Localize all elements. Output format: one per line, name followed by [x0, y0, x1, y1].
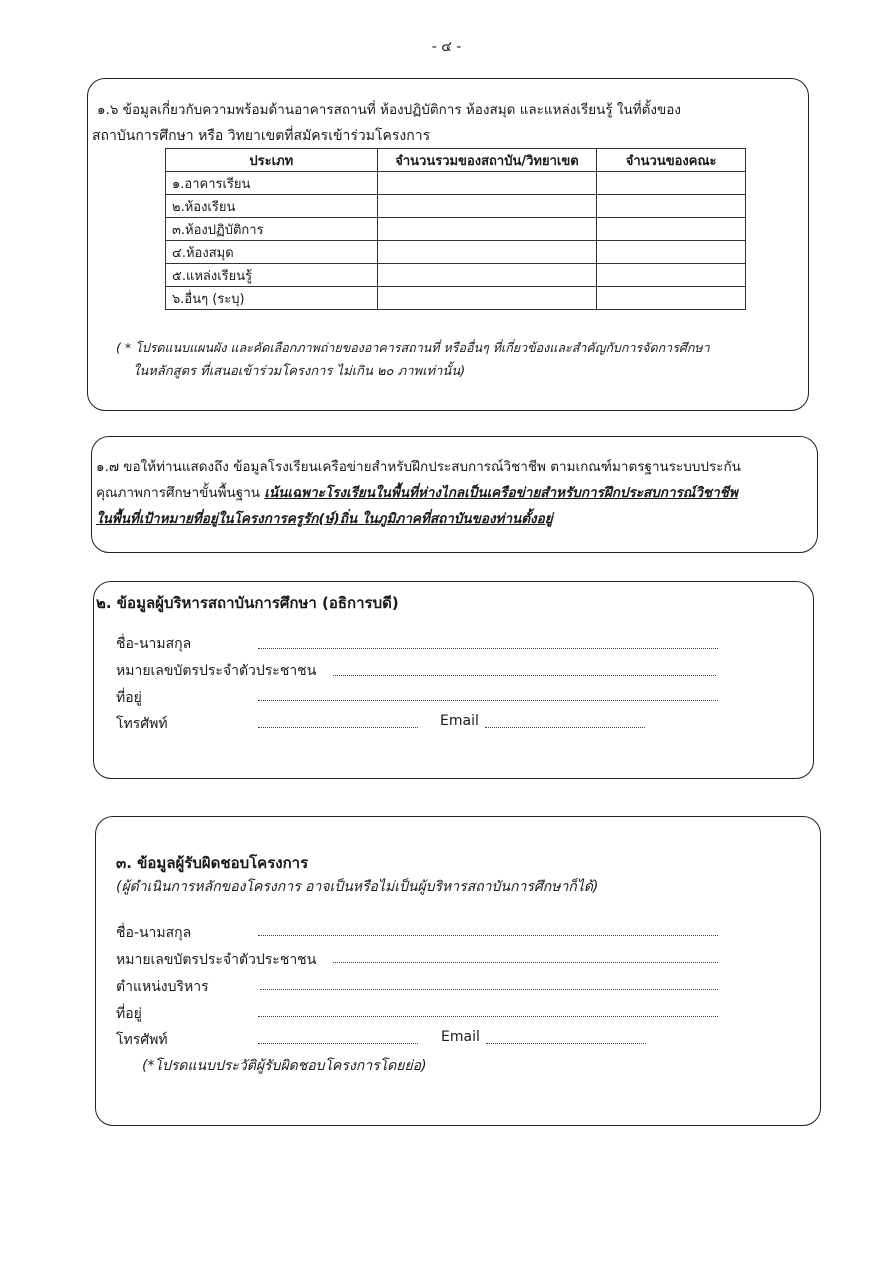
table-cell-total[interactable] [377, 241, 597, 264]
table-row-label: ๑.อาคารเรียน [166, 172, 378, 195]
director-name-field[interactable] [258, 648, 718, 649]
manager-phone-field[interactable] [258, 1043, 418, 1044]
section-2-title: ๒. ข้อมูลผู้บริหารสถาบันการศึกษา (อธิการบดี) [96, 594, 399, 612]
table-row-label: ๔.ห้องสมุด [166, 241, 378, 264]
facilities-table [165, 148, 746, 310]
director-address-label: ที่อยู่ [116, 690, 142, 706]
table-row [166, 241, 746, 264]
manager-id-label: หมายเลขบัตรประจำตัวประชาชน [116, 952, 317, 968]
table-row-label: ๕.แหล่งเรียนรู้ [166, 264, 378, 287]
section-3-subtitle: (ผู้ดำเนินการหลักของโครงการ อาจเป็นหรือไม่เป็นผู้บริหารสถาบันการศึกษาก็ได้) [116, 879, 599, 895]
table-header-row [166, 149, 746, 172]
table-cell-total[interactable] [377, 264, 597, 287]
table-cell-faculty[interactable] [597, 218, 746, 241]
section-1-6-note-line2: ในหลักสูตร ที่เสนอเข้าร่วมโครงการ ไม่เกิน ๒๐ ภาพเท่านั้น) [133, 364, 466, 379]
director-email-field[interactable] [485, 727, 645, 728]
table-row [166, 195, 746, 218]
table-header-total: จำนวนรวมของสถาบัน/วิทยาเขต [377, 149, 597, 172]
section-1-6-text-line1: ๑.๖ ข้อมูลเกี่ยวกับความพร้อมด้านอาคารสถานที่ ห้องปฏิบัติการ ห้องสมุด และแหล่งเรียนรู้ ในที่ตั้งของ [97, 102, 681, 118]
director-name-label: ชื่อ-นามสกุล [116, 636, 192, 652]
table-cell-faculty[interactable] [597, 195, 746, 218]
section-1-7-line3-emphasis: ในพื้นที่เป้าหมายที่อยู่ในโครงการครูรัก(ษ์)ถิ่น ในภูมิภาคที่สถาบันของท่านตั้งอยู่ [96, 511, 553, 527]
table-row [166, 287, 746, 310]
section-3-title: ๓. ข้อมูลผู้รับผิดชอบโครงการ [116, 854, 309, 872]
table-row [166, 264, 746, 287]
manager-position-field[interactable] [260, 989, 718, 990]
manager-id-field[interactable] [333, 962, 718, 963]
manager-position-label: ตำแหน่งบริหาร [116, 979, 209, 995]
table-cell-faculty[interactable] [597, 287, 746, 310]
section-1-6-text-line2: สถาบันการศึกษา หรือ วิทยาเขตที่สมัครเข้าร่วมโครงการ [92, 128, 431, 144]
table-row-label: ๓.ห้องปฏิบัติการ [166, 218, 378, 241]
director-id-label: หมายเลขบัตรประจำตัวประชาชน [116, 663, 317, 679]
table-row-label: ๒.ห้องเรียน [166, 195, 378, 218]
table-cell-total[interactable] [377, 195, 597, 218]
table-row-label: ๖.อื่นๆ (ระบุ) [166, 287, 378, 310]
director-phone-label: โทรศัพท์ [116, 716, 168, 732]
manager-address-label: ที่อยู่ [116, 1006, 142, 1022]
table-row [166, 172, 746, 195]
section-1-7-line1: ๑.๗ ขอให้ท่านแสดงถึง ข้อมูลโรงเรียนเครือข่ายสำหรับฝึกประสบการณ์วิชาชีพ ตามเกณฑ์มาตรฐานระบบประกัน [96, 459, 741, 475]
section-1-7-line2-plain: คุณภาพการศึกษาขั้นพื้นฐาน [96, 485, 265, 501]
director-id-field[interactable] [333, 675, 716, 676]
table-cell-total[interactable] [377, 172, 597, 195]
manager-phone-label: โทรศัพท์ [116, 1032, 168, 1048]
section-1-7-line2-emphasis: เน้นเฉพาะโรงเรียนในพื้นที่ห่างไกลเป็นเครือข่ายสำหรับการฝึกประสบการณ์วิชาชีพ [264, 485, 738, 501]
section-1-6-note-line1: ( * โปรดแนบแผนผัง และคัดเลือกภาพถ่ายของอาคารสถานที่ หรืออื่นๆ ที่เกี่ยวข้องและสำคัญกับการจัดการศึกษา [116, 340, 710, 355]
manager-email-field[interactable] [486, 1043, 646, 1044]
section-3-footnote: (*โปรดแนบประวัติผู้รับผิดชอบโครงการโดยย่อ) [142, 1058, 427, 1074]
director-phone-field[interactable] [258, 727, 418, 728]
director-email-label: Email [440, 713, 479, 729]
table-cell-total[interactable] [377, 287, 597, 310]
table-cell-total[interactable] [377, 218, 597, 241]
page-number: - ๔ - [431, 39, 462, 55]
section-1-7-line3 [96, 507, 816, 531]
table-cell-faculty[interactable] [597, 241, 746, 264]
manager-address-field[interactable] [258, 1016, 718, 1017]
table-header-faculty: จำนวนของคณะ [597, 149, 746, 172]
director-address-field[interactable] [258, 700, 718, 701]
manager-email-label: Email [441, 1029, 480, 1045]
table-row [166, 218, 746, 241]
manager-name-field[interactable] [258, 935, 718, 936]
table-header-type: ประเภท [166, 149, 378, 172]
table-cell-faculty[interactable] [597, 172, 746, 195]
manager-name-label: ชื่อ-นามสกุล [116, 925, 192, 941]
table-cell-faculty[interactable] [597, 264, 746, 287]
section-1-7-line2 [96, 481, 816, 505]
